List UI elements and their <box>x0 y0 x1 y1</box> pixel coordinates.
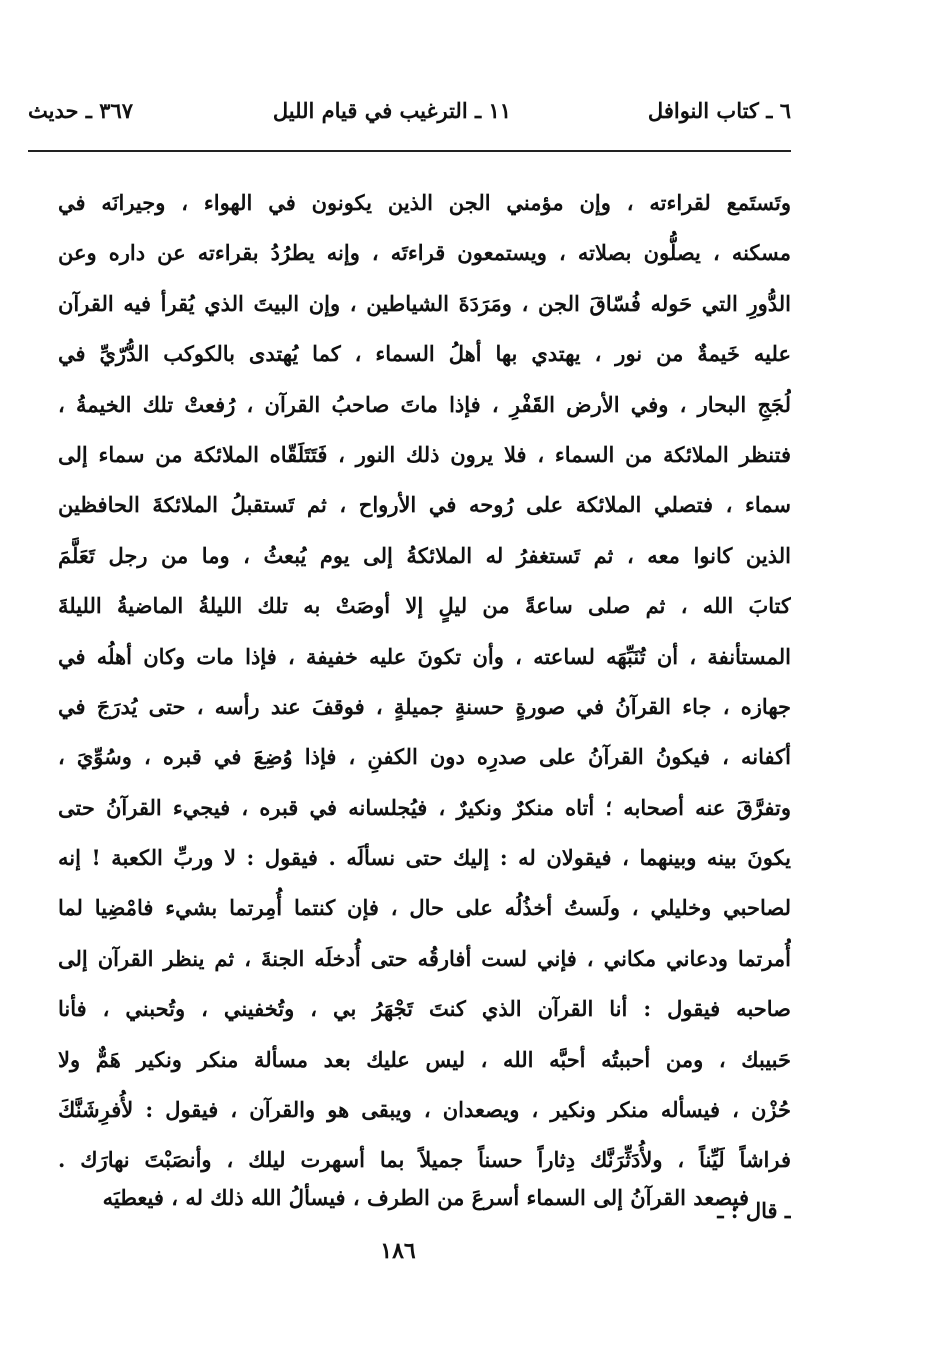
text-line: مسكنه ، يصلُّون بصلاته ، ويستمعون قراءتَه ، وإنه يطرُدُ بقراءته عن داره وعن <box>58 240 791 266</box>
header-divider <box>28 150 791 152</box>
text-line: أُمرتما ودعاني مكاني ، فإني لست أفارقُه حتى أُدخلَه الجنةَ ، ثم ينظر القرآن إلى <box>58 945 791 971</box>
text-line: الدُّورِ التي حَوله فُسّاقَ الجن ، ومَرَدَةَ الشياطين ، وإن البيتَ الذي يُقرأ فيه القرآن <box>58 290 791 316</box>
text-line: وتفرَّقَ عنه أصحابه ؛ أتاه منكرٌ ونكيرٌ ، فيُجلسانه في قبره ، فيجيء القرآنُ حتى <box>58 794 791 820</box>
text-line: ـ قال : ـ <box>717 1197 791 1223</box>
closing-paragraph: فيصعد القرآنُ إلى السماء أسرعَ من الطرف ، فيسألُ الله ذلك له ، فيعطيَه <box>102 1185 749 1210</box>
text-line: يكونَ بينه وبينهما ، فيقولان له : إليك حتى نسألَه . فيقول : لا وربِّ الكعبة ! إنه <box>58 845 791 871</box>
page-number: ١٨٦ <box>380 1238 416 1264</box>
text-line: كتابَ الله ، ثم صلى ساعةً من ليلٍ إلا أوصَتْ به تلك الليلةُ الماضيةُ الليلةَ <box>58 593 791 619</box>
header-chapter-title: ١١ ـ الترغيب في قيام الليل <box>272 98 511 123</box>
text-line: جهازه ، جاء القرآنُ في صورةٍ حسنةٍ جميلةٍ ، فوقفَ عند رأسه ، حتى يُدرَجَ في <box>58 693 791 719</box>
header-hadith-number: ٣٦٧ ـ حديث <box>28 98 134 123</box>
text-line: وتَستَمع لقراءته ، وإن مؤمني الجن الذين يكونون في الهواء ، وجيرانَه في <box>58 190 791 215</box>
header-book-title: ٦ ـ كتاب النوافل <box>647 98 791 123</box>
text-line: حَبيبك ، ومن أحببتُه أحبَّه الله ، ليس عليك بعد مسألة منكر ونكير هَمٌّ ولا <box>58 1046 791 1072</box>
text-line: الذين كانوا معه ، ثم تَستغفرُ له الملائكةُ إلى يوم يُبعثُ ، وما من رجل تَعَلَّمَ <box>58 542 791 568</box>
main-text <box>58 178 791 1236</box>
text-line: سماء ، فتصلي الملائكة على رُوحه في الأرواح ، ثم تَستقبلُ الملائكةَ الحافظين <box>58 492 791 518</box>
text-line: لصاحبي وخليلي ، ولَستُ أخذُلُه على حال ، فإن كنتما أُمِرتما بشيء فامْضِيا لما <box>58 895 791 921</box>
text-line: صاحبه فيقول : أنا القرآن الذي كنتَ تَجْهَرُ بي ، وتُخفيني ، وتُحبني ، فأنا <box>58 996 791 1022</box>
text-line: فتنظر الملائكة من السماء ، فلا يرون ذلك النور ، فَتَتَلَقّاه الملائكة من سماء إلى <box>58 441 791 467</box>
text-line: عليه خَيمةٌ من نور ، يهتدي بها أهلُ السماء ، كما يُهتدى بالكوكب الدُّرّيِّ في <box>58 341 791 367</box>
text-line: فراشاً لَيِّناً ، ولأُدَثِّرَنَّك دِثاراً حسناً جميلاً بما أسهرت ليلك ، وأنصَبْتَ نهارَك . <box>58 1147 791 1173</box>
text-line: حُزْن ، فيسأله منكر ونكير ، ويصعدان ، ويبقى هو والقرآن ، فيقول : لأُفرِشَنَّكَ <box>58 1097 791 1123</box>
text-line: لُجَجِ البحار ، وفي الأرض القَفْرِ ، فإذا ماتَ صاحبُ القرآن ، رُفعتْ تلك الخيمةُ ، <box>58 391 791 417</box>
text-line: المستأنفة ، أن تُنَبِّهَه لساعته ، وأن تكونَ عليه خفيفة ، فإذا مات وكان أهلُه في <box>58 643 791 669</box>
running-header <box>28 98 791 138</box>
text-line: أكفانه ، فيكونُ القرآنُ على صدرِه دون الكفنِ ، فإذا وُضِعَ في قبره ، وسُوِّيَ ، <box>58 744 791 770</box>
